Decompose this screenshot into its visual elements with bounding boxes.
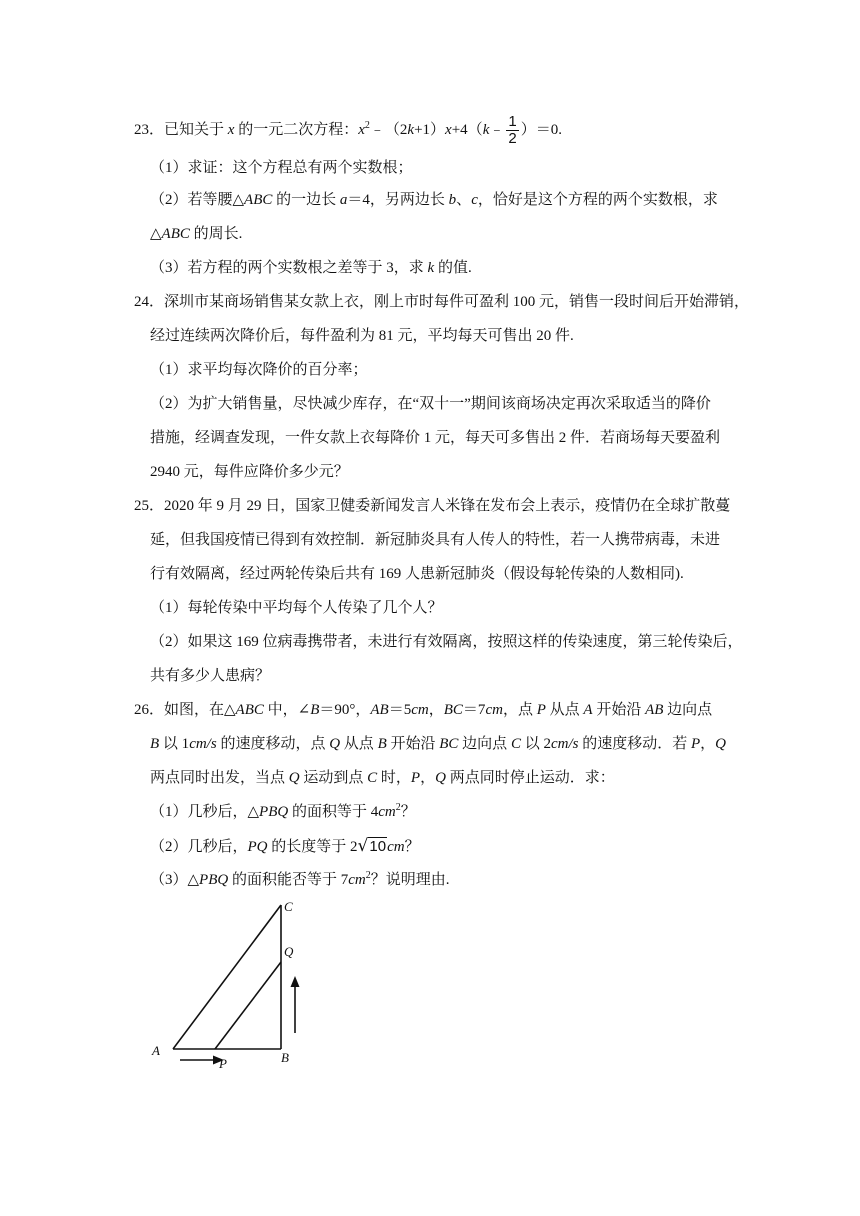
sqrt-ten: √10	[357, 836, 387, 856]
q24-part2-line1: （2）为扩大销售量，尽快减少库存，在“双十一”期间该商场决定再次采取适当的降价	[150, 396, 711, 412]
q24-stem-line2: 经过连续两次降价后，每件盈利为 81 元，平均每天可售出 20 件.	[150, 328, 574, 344]
q25-part2-line1: （2）如果这 169 位病毒携带者，未进行有效隔离，按照这样的传染速度，第三轮传染后，	[150, 634, 743, 650]
q24-part1: （1）求平均每次降价的百分率；	[150, 362, 368, 378]
side-ac	[173, 905, 281, 1049]
label-a: A	[152, 1043, 160, 1058]
q25-part2-line2: 共有多少人患病？	[150, 668, 271, 684]
q26-part3: （3）△PBQ 的面积能否等于 $7cm^2$？说明理由.	[150, 870, 450, 888]
q26-stem-line3: 两点同时出发，当点 Q 运动到点 C 时，P，Q 两点同时停止运动．求：	[150, 770, 615, 786]
q26-part2: （2）几秒后，PQ 的长度等于 2√10cm？	[150, 836, 420, 856]
arrow-up-head	[291, 976, 300, 987]
q25-stem-line1: 25．2020 年 9 月 29 日，国家卫健委新闻发言人米锋在发布会上表示，疫情仍在全球扩散蔓	[134, 498, 731, 514]
q25-part1: （1）每轮传染中平均每个人传染了几个人？	[150, 600, 443, 616]
q24-part2-line3: 2940 元，每件应降价多少元？	[150, 464, 349, 480]
label-q: Q	[284, 944, 294, 959]
q25-stem-line3: 行有效隔离，经过两轮传染后共有 169 人患新冠肺炎（假设每轮传染的人数相同).	[150, 566, 684, 582]
q23-stem: 23．已知关于 x 的一元二次方程：$x^2﹣(2k+1)x+4(k﹣$ $\frac{1}{2}$ ）＝0.	[134, 113, 562, 147]
q24-part2-line2: 措施，经调查发现，一件女款上衣每降价 1 元，每天可多售出 2 件．若商场每天要盈利	[150, 430, 721, 446]
q23-part2-cont: △ABC 的周长.	[150, 226, 243, 242]
q24-stem-line1: 24．深圳市某商场销售某女款上衣，刚上市时每件可盈利 100 元，销售一段时间后开始滞销，	[134, 294, 750, 310]
q26-part1: （1）几秒后，△PBQ 的面积等于 $4cm^2$？	[150, 802, 416, 820]
q26-stem-line2: B 以 1cm/s 的速度移动，点 Q 从点 B 开始沿 BC 边向点 C 以 2cm/s 的速度移动．若 P，Q	[150, 736, 727, 752]
fraction-one-half: $\frac{1}{2}$	[508, 113, 517, 147]
q23-part2: （2）若等腰△ABC 的一边长 a＝4，另两边长 b、c，恰好是这个方程的两个实数根，求	[150, 192, 718, 208]
q25-stem-line2: 延，但我国疫情已得到有效控制．新冠肺炎具有人传人的特性，若一人携带病毒，未进	[150, 532, 721, 548]
q23-part1: （1）求证：这个方程总有两个实数根；	[150, 160, 413, 176]
label-c: C	[284, 899, 293, 914]
label-p: P	[219, 1056, 227, 1071]
q23-part3: （3）若方程的两个实数根之差等于 3，求 k 的值.	[150, 260, 472, 276]
label-b: B	[281, 1050, 289, 1065]
segment-pq	[215, 962, 281, 1049]
q26-stem-line1: 26．如图，在△ABC 中，∠B＝90°，AB＝5cm，BC＝7cm，点 P 从点 A 开始沿 AB 边向点	[134, 702, 713, 718]
